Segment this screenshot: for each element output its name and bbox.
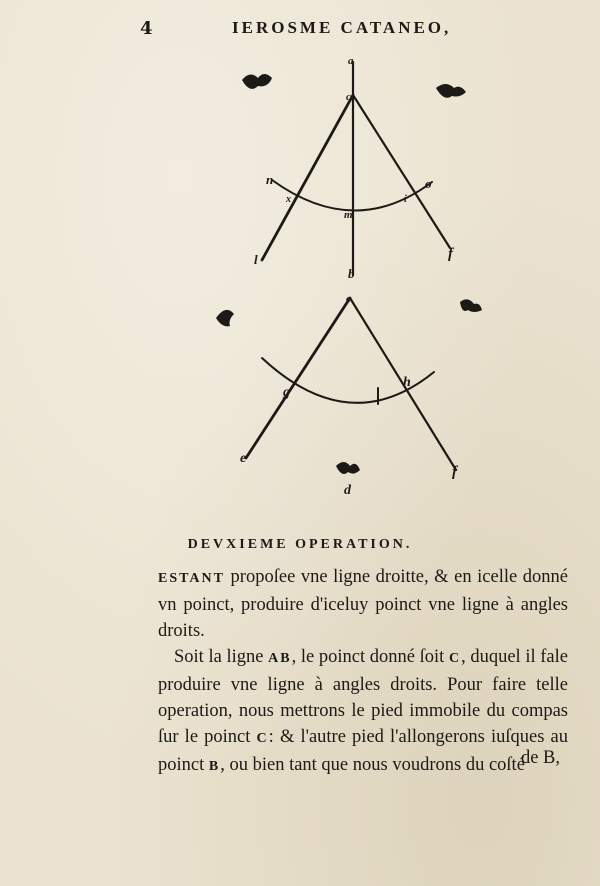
- ornament-icon: [436, 84, 466, 98]
- label-b: b: [348, 266, 355, 281]
- paragraph-1: [158, 564, 568, 644]
- ornament-icon: [336, 462, 360, 474]
- p2-c2: C: [256, 731, 269, 746]
- label-h: h: [403, 375, 411, 390]
- label-f2: f: [452, 464, 457, 480]
- label-c2: c: [346, 293, 351, 305]
- running-title: IEROSME CATANEO,: [232, 18, 452, 37]
- label-o: o: [425, 176, 432, 191]
- paragraph-1-text: propoſee vne ligne droitte, & en icelle donné vn poinct, produire d'iceluy poinct vne ligne à angles droits.: [158, 567, 568, 641]
- p2-seg-c: , duquel il fale produire vne ligne à angles droits. Pour faire telle operation, nous mettrons le pied immobile du compas ſur le poinct: [158, 647, 568, 747]
- p2-seg-a: Soit la ligne: [174, 647, 269, 667]
- label-m: m: [344, 209, 353, 221]
- label-g: g: [283, 385, 290, 400]
- left-leg: [262, 95, 353, 260]
- ornament-icon: [242, 74, 272, 89]
- label-n: n: [266, 172, 274, 187]
- label-e: e: [240, 451, 247, 466]
- lead-word: ESTANT: [158, 571, 225, 586]
- ornament-icon: [216, 310, 234, 327]
- catchword: de B,: [520, 748, 560, 768]
- page-number: 4: [140, 18, 153, 39]
- label-d: d: [344, 483, 351, 498]
- body-text: [158, 564, 568, 780]
- p2-seg-e: , ou bien tant que nous voudrons du coſté: [220, 755, 525, 775]
- section-heading: DEVXIEME OPERATION.: [187, 537, 413, 552]
- p2-seg-d: : & l'autre pied l'allongerons iuſques au poinct: [158, 727, 568, 775]
- p2-ab: AB: [268, 651, 292, 666]
- label-a: a: [348, 55, 354, 67]
- label-f: f: [448, 246, 453, 262]
- right-leg: [353, 95, 450, 248]
- p2-seg-b: , le poinct donné ſoit: [291, 647, 449, 667]
- label-c: c: [346, 91, 351, 103]
- paragraph-2: [158, 644, 568, 780]
- left-leg-2: [246, 298, 350, 458]
- label-i: i: [404, 194, 407, 205]
- label-l: l: [254, 252, 258, 267]
- ornament-icon: [460, 299, 482, 312]
- p2-b1: B: [208, 759, 221, 774]
- p2-c1: C: [448, 651, 462, 666]
- label-x: x: [286, 194, 291, 205]
